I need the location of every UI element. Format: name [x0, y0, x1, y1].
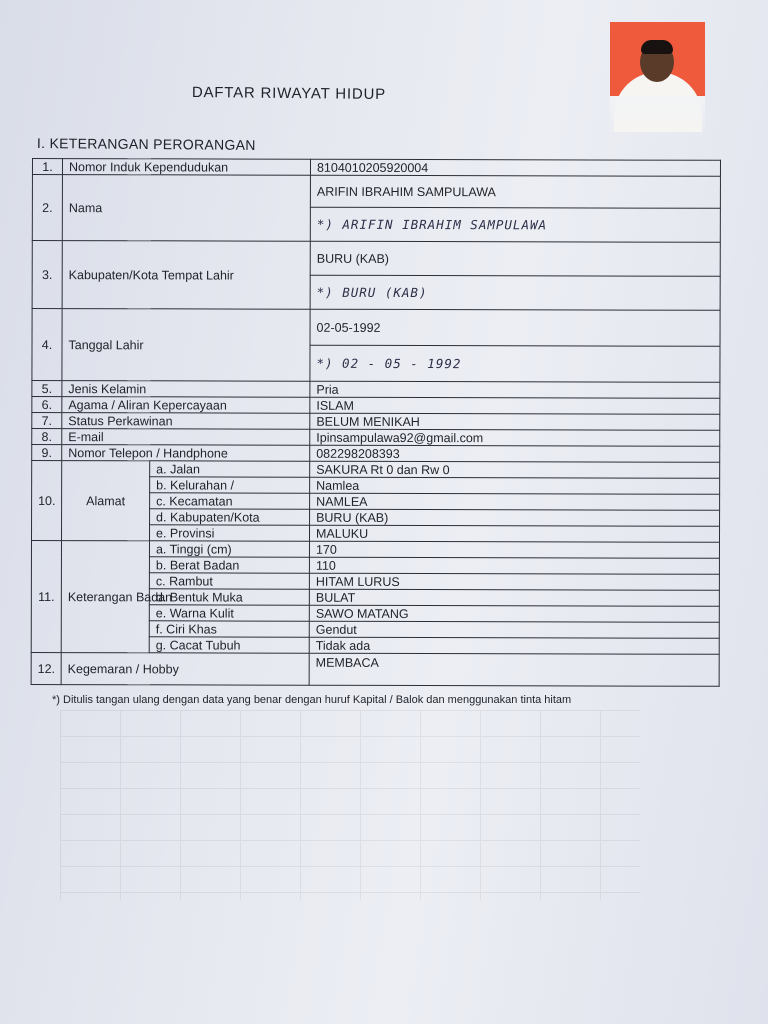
photo-hair [641, 40, 673, 54]
subfield-label: c. Rambut [149, 573, 309, 589]
section-title: I. KETERANGAN PERORANGAN [36, 135, 256, 153]
row-number: 5. [32, 381, 62, 397]
field-value: 170 [309, 541, 719, 558]
field-value: MEMBACA [309, 653, 719, 686]
personal-data-table [31, 158, 721, 687]
profile-photo [610, 22, 705, 96]
row-number: 2. [32, 175, 62, 241]
show-through-grid [60, 710, 640, 900]
row-tempat-lahir [32, 241, 720, 277]
field-value: MALUKU [310, 525, 720, 542]
field-label: Kegemaran / Hobby [61, 653, 309, 686]
field-value: 02-05-1992 [310, 309, 720, 346]
handwritten-value: *) BURU (KAB) [310, 275, 720, 310]
row-alamat-jalan [32, 461, 720, 479]
field-value: 8104010205920004 [310, 159, 720, 176]
row-number: 10. [31, 461, 61, 541]
row-tanggal-lahir [32, 309, 720, 347]
field-value: ARIFIN IBRAHIM SAMPULAWA [310, 175, 720, 208]
subfield-label: e. Provinsi [149, 525, 309, 541]
personal-data-form [31, 158, 722, 687]
field-value: BURU (KAB) [310, 509, 720, 526]
row-number: 6. [32, 397, 62, 413]
field-value: HITAM LURUS [309, 573, 719, 590]
field-label: Nomor Induk Kependudukan [62, 159, 310, 176]
field-label: Nomor Telepon / Handphone [62, 445, 310, 462]
field-label: Keterangan Badan [61, 541, 149, 653]
row-telepon [32, 445, 720, 463]
row-number: 7. [32, 413, 62, 429]
subfield-label: g. Cacat Tubuh [149, 637, 309, 653]
row-status [32, 413, 720, 431]
field-value: Gendut [309, 621, 719, 638]
row-number: 8. [32, 429, 62, 445]
row-nama [32, 175, 720, 209]
row-nik [32, 159, 720, 177]
field-label: Tanggal Lahir [62, 309, 310, 382]
field-value: Namlea [310, 477, 720, 494]
field-label: Nama [62, 175, 310, 242]
row-number: 4. [32, 309, 62, 381]
field-value: Pria [310, 381, 720, 398]
field-value: Tidak ada [309, 637, 719, 654]
row-number: 1. [32, 159, 62, 175]
field-label: Kabupaten/Kota Tempat Lahir [62, 241, 310, 310]
row-hobby [31, 652, 719, 686]
field-value: 082298208393 [310, 445, 720, 462]
field-label: Alamat [61, 461, 149, 541]
field-value: NAMLEA [310, 493, 720, 510]
subfield-label: b. Berat Badan [149, 557, 309, 573]
row-email [32, 429, 720, 447]
subfield-label: b. Kelurahan / [150, 477, 310, 493]
subfield-label: c. Kecamatan [150, 493, 310, 509]
field-value: ISLAM [310, 397, 720, 414]
subfield-label: e. Warna Kulit [149, 605, 309, 621]
field-value: SAWO MATANG [309, 605, 719, 622]
footnote: *) Ditulis tangan ulang dengan data yang benar dengan huruf Kapital / Balok dan menggunakan tinta hitam [52, 694, 572, 706]
row-number: 11. [31, 541, 61, 653]
row-number: 12. [31, 652, 61, 684]
subfield-label: d. Bentuk Muka [149, 589, 309, 605]
field-value: SAKURA Rt 0 dan Rw 0 [310, 461, 720, 478]
field-value: BELUM MENIKAH [310, 413, 720, 430]
field-label: E-mail [62, 429, 310, 446]
photo-fade [610, 96, 705, 136]
field-value: 110 [309, 557, 719, 574]
subfield-label: f. Ciri Khas [149, 621, 309, 637]
subfield-label: a. Jalan [150, 461, 310, 477]
row-badan-tinggi [31, 541, 719, 559]
document-title: DAFTAR RIWAYAT HIDUP [191, 84, 387, 104]
handwritten-value: *) ARIFIN IBRAHIM SAMPULAWA [310, 207, 720, 242]
row-number: 3. [32, 241, 62, 309]
subfield-label: a. Tinggi (cm) [149, 541, 309, 557]
subfield-label: d. Kabupaten/Kota [150, 509, 310, 525]
field-value: BULAT [309, 589, 719, 606]
row-number: 9. [32, 445, 62, 461]
field-label: Agama / Aliran Kepercayaan [62, 397, 310, 414]
field-value: Ipinsampulawa92@gmail.com [310, 429, 720, 446]
row-jenis-kelamin [32, 381, 720, 399]
field-label: Jenis Kelamin [62, 381, 310, 398]
field-value: BURU (KAB) [310, 241, 720, 276]
handwritten-value: *) 02 - 05 - 1992 [310, 345, 720, 382]
row-agama [32, 397, 720, 415]
field-label: Status Perkawinan [62, 413, 310, 430]
